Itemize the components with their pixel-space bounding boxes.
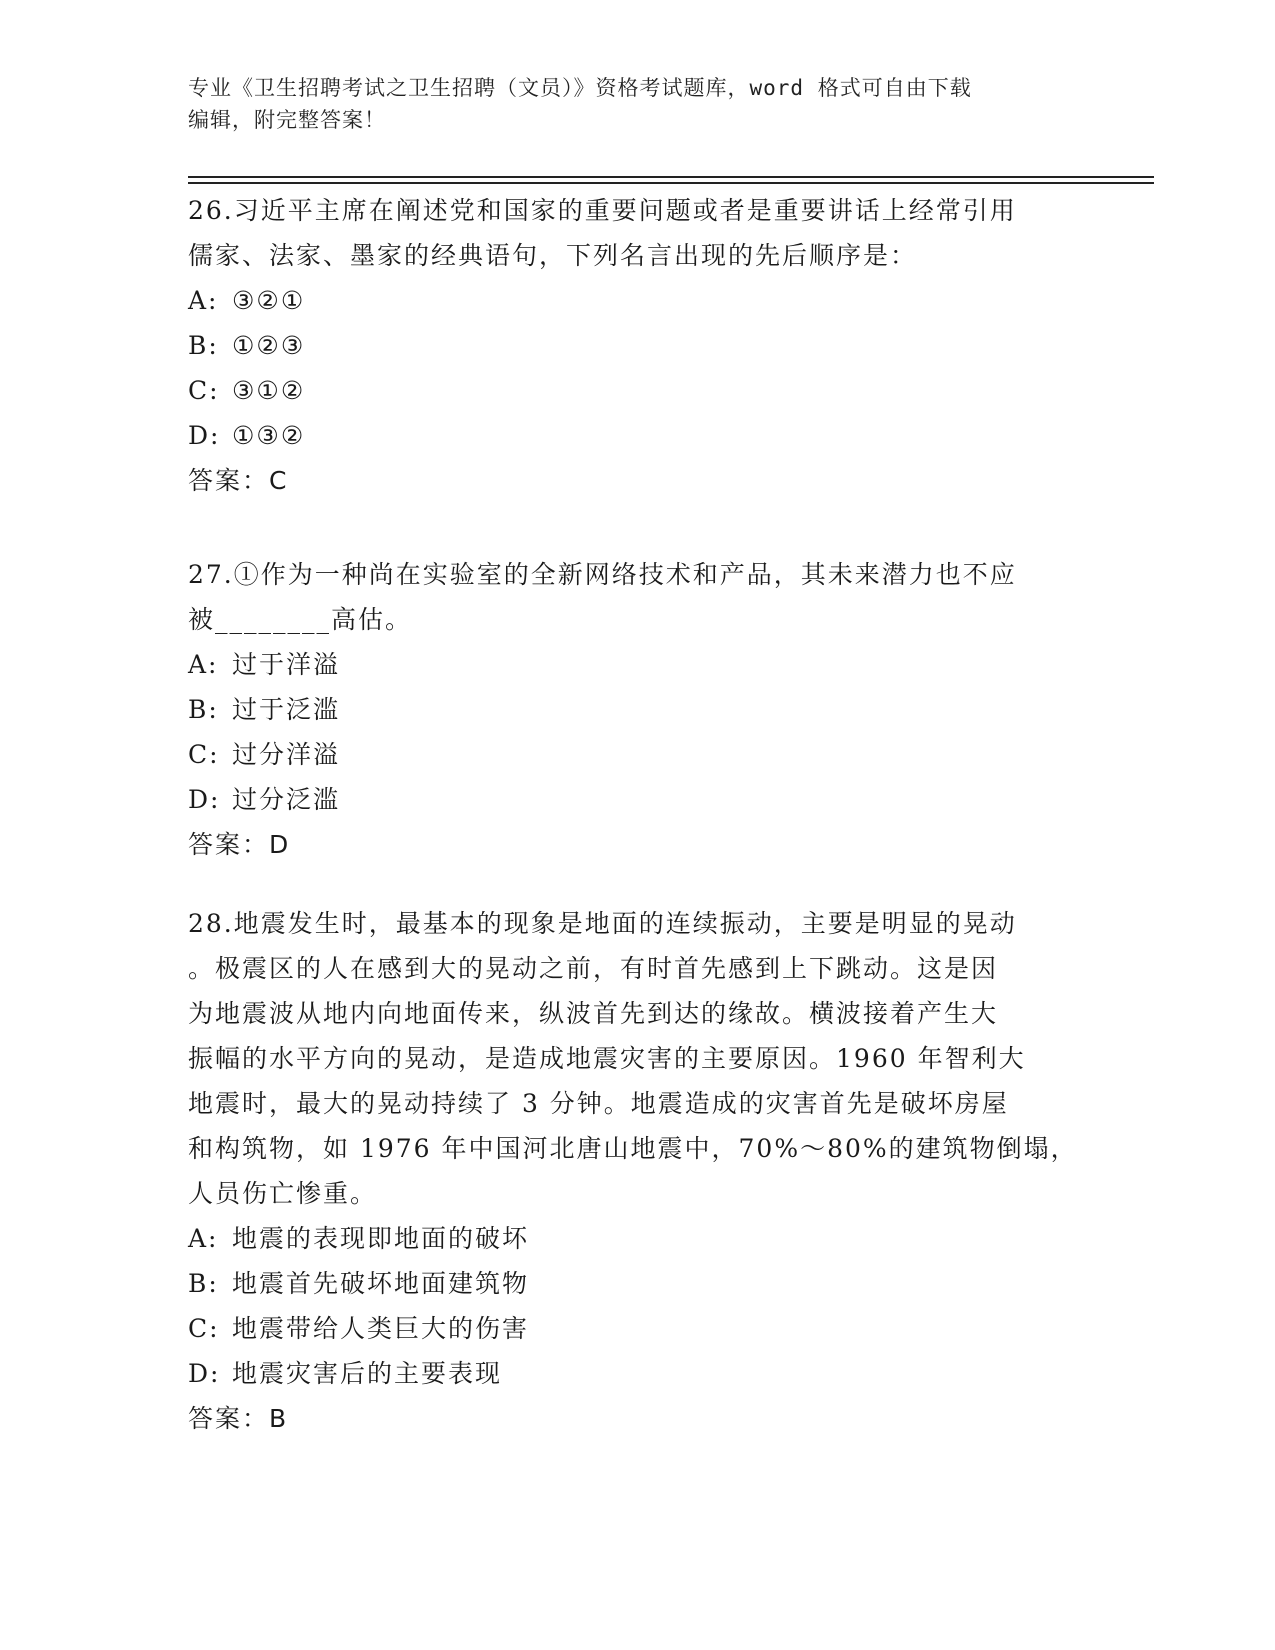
stem-line: 被________高估。 [188,605,413,634]
option-d [188,1351,1088,1396]
option-a [188,278,1088,323]
stem-line: 26.习近平主席在阐述党和国家的重要问题或者是重要讲话上经常引用 [188,196,1017,225]
option-letter: B: [188,695,219,724]
option-c [188,1306,1088,1351]
stem-line: 振幅的水平方向的晃动，是造成地震灾害的主要原因。1960 年智利大 [188,1044,1026,1073]
option-text: 地震带给人类巨大的伤害 [232,1314,530,1343]
stem-line: 为地震波从地内向地面传来，纵波首先到达的缘故。横波接着产生大 [188,999,999,1028]
option-text: 过于洋溢 [232,650,341,679]
option-d [188,413,1088,458]
option-c [188,732,1088,777]
stem-line: 28.地震发生时，最基本的现象是地面的连续振动，主要是明显的晃动 [188,909,1017,938]
option-letter: A: [188,650,219,679]
option-text: 过分洋溢 [232,740,341,769]
question-stem [188,901,1088,1216]
header-line: 编辑，附完整答案！ [188,108,386,132]
stem-line: 儒家、法家、墨家的经典语句，下列名言出现的先后顺序是： [188,241,918,270]
option-letter: A: [188,1224,219,1253]
option-text: 过于泛滥 [232,695,341,724]
option-d [188,777,1088,822]
option-b [188,687,1088,732]
option-b [188,1261,1088,1306]
option-text: 地震的表现即地面的破坏 [232,1224,530,1253]
option-c [188,368,1088,413]
question-stem [188,188,1088,278]
question-26 [188,188,1088,503]
option-text: 过分泛滥 [232,785,341,814]
answer-line: 答案：B [188,1404,289,1433]
header-line: 专业《卫生招聘考试之卫生招聘（文员）》资格考试题库，word 格式可自由下载 [188,76,972,100]
option-letter: D: [188,785,221,814]
stem-line: 和构筑物，如 1976 年中国河北唐山地震中，70%～80%的建筑物倒塌， [188,1134,1078,1163]
option-letter: C: [188,1314,220,1343]
option-letter: C: [188,376,220,405]
option-text: ③①② [232,376,306,405]
question-27 [188,552,1088,867]
option-text: ①②③ [232,331,306,360]
option-letter: D: [188,1359,221,1388]
answer-line: 答案：D [188,830,291,859]
stem-line: 人员伤亡惨重。 [188,1179,378,1208]
option-b [188,323,1088,368]
stem-line: 地震时，最大的晃动持续了 3 分钟。地震造成的灾害首先是破坏房屋 [188,1089,1009,1118]
option-text: 地震灾害后的主要表现 [232,1359,503,1388]
option-letter: A: [188,286,219,315]
option-text: ①③② [232,421,306,450]
stem-line: 27.①作为一种尚在实验室的全新网络技术和产品，其未来潜力也不应 [188,560,1017,589]
option-letter: D: [188,421,221,450]
option-text: 地震首先破坏地面建筑物 [232,1269,530,1298]
question-28 [188,901,1088,1441]
option-letter: C: [188,740,220,769]
question-stem [188,552,1088,642]
option-letter: B: [188,331,219,360]
answer-line: 答案：C [188,466,289,495]
header-divider [188,182,1154,184]
document-header [188,72,1088,136]
option-text: ③②① [232,286,306,315]
stem-line: 。极震区的人在感到大的晃动之前，有时首先感到上下跳动。这是因 [188,954,999,983]
header-divider [188,176,1154,178]
option-a [188,642,1088,687]
option-letter: B: [188,1269,219,1298]
option-a [188,1216,1088,1261]
